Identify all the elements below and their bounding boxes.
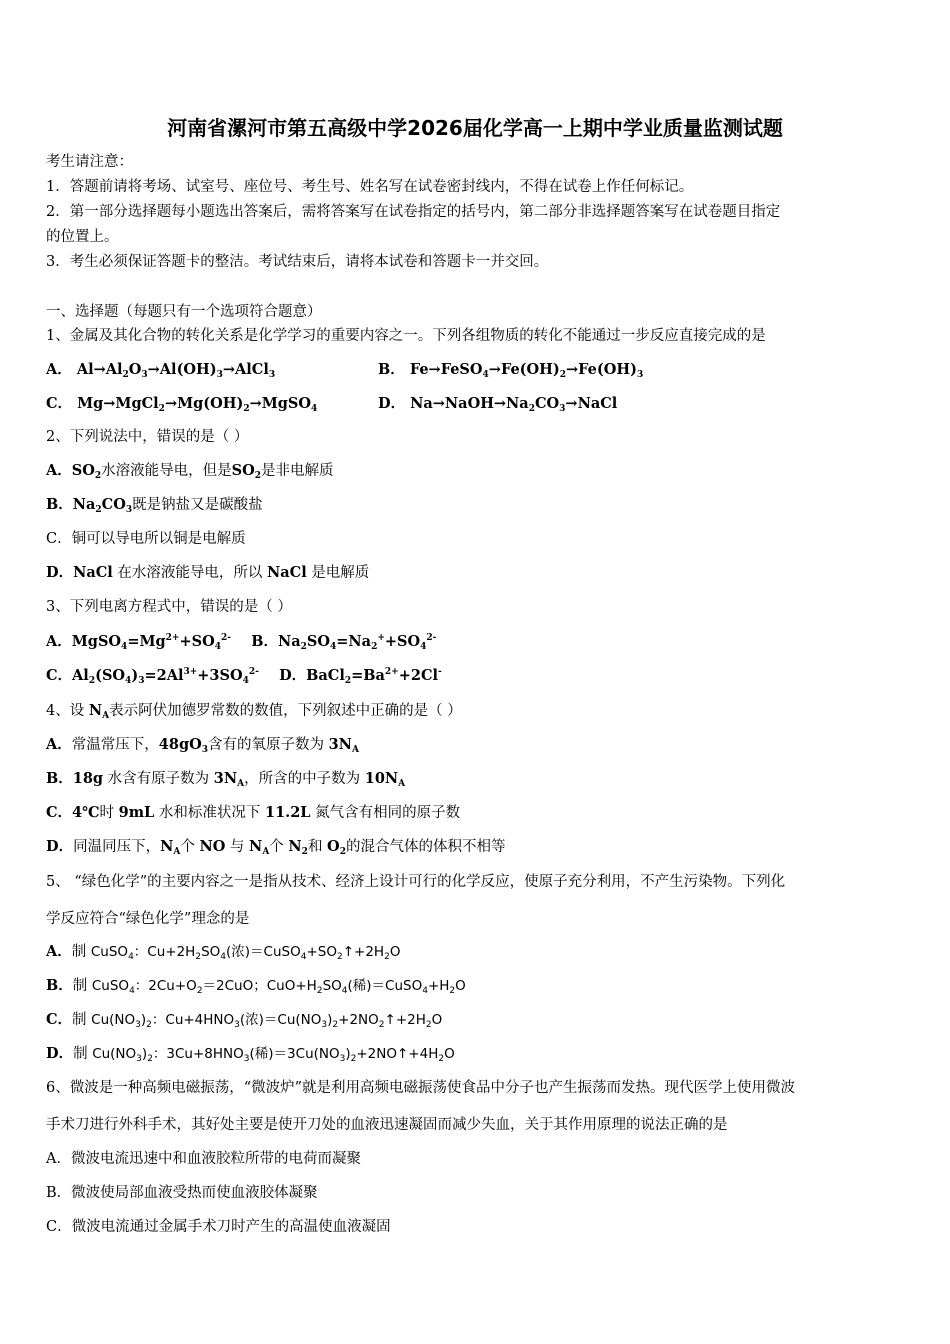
question-4-option-d: D．同温同压下，$N_A$个 NO 与 $N_A$个 $N_2$和 $O_2$的混合气体的体积不相等	[46, 838, 506, 857]
question-5-option-b: B．制 CuSO$_4$：$2Cu+O_2=2CuO$；$CuO+H_2SO_4$(稀)$=CuSO_4+H_2O$	[46, 977, 466, 996]
question-2-stem: 2、下列说法中，错误的是（ ）	[46, 429, 249, 445]
question-5-stem-line-2: 学反应符合“绿色化学”理念的是	[46, 911, 250, 927]
question-5-option-d: D．制 $Cu(NO_3)_2$：$3Cu+8HNO_3$(稀)$=3Cu(NO_3)_2+2NO↑+4H_2O$	[46, 1045, 455, 1064]
question-3-stem: 3、下列电离方程式中，错误的是（ ）	[46, 599, 292, 615]
question-4-option-c: C．4℃时 9mL 水和标准状况下 11.2L 氮气含有相同的原子数	[46, 804, 461, 821]
notice-item-2-cont: 的位置上。	[46, 229, 119, 245]
question-1-stem: 1、金属及其化合物的转化关系是化学学习的重要内容之一。下列各组物质的转化不能通过一步反应直接完成的是	[46, 328, 766, 344]
question-6-option-a: A．微波电流迅速中和血液胶粒所带的电荷而凝聚	[46, 1151, 361, 1167]
question-5-option-c: C．制 $Cu(NO_3)_2$：$Cu+4HNO_3$(浓)$=Cu(NO_3)_2+2NO_2↑+2H_2O$	[46, 1011, 443, 1030]
question-2-option-c: C．铜可以导电所以铜是电解质	[46, 531, 246, 547]
page-title: 河南省漯河市第五高级中学2026届化学高一上期中学业质量监测试题	[167, 116, 783, 140]
question-4-option-b: B．18g 水含有原子数为 $3N_A$，所含的中子数为 $10N_A$	[46, 770, 406, 789]
question-6-option-c: C．微波电流通过金属手术刀时产生的高温使血液凝固	[46, 1219, 391, 1235]
question-4-stem: 4、设 $N_A$表示阿伏加德罗常数的数值，下列叙述中正确的是（ ）	[46, 702, 462, 721]
question-2-option-a: A．$SO_2$水溶液能导电，但是$SO_2$是非电解质	[46, 462, 334, 481]
question-5-stem-line-1: 5、 “绿色化学”的主要内容之一是指从技术、经济上设计可行的化学反应，使原子充分利用，不产生污染物。下列化	[46, 874, 786, 890]
question-4-option-a: A．常温常压下，$48gO_3$含有的氧原子数为 $3N_A$	[46, 736, 359, 755]
question-2-option-d: D．NaCl 在水溶液能导电，所以 NaCl 是电解质	[46, 564, 370, 581]
notice-item-3: 3．考生必须保证答题卡的整洁。考试结束后，请将本试卷和答题卡一并交回。	[46, 254, 549, 270]
question-3-options-cd: C．$Al_2(SO_4)_3=2Al^{3+}+3SO_4^{2-}$ D．$BaCl_2=Ba^{2+}+2Cl^-$	[46, 667, 442, 686]
question-5-option-a: A．制 CuSO$_4$：$Cu+2H_2SO_4$(浓)$=CuSO_4+SO_2↑+2H_2O$	[46, 943, 401, 962]
question-1-option-c: C． $Mg\to MgCl_2\to Mg(OH)_2\to MgSO_4$	[46, 395, 318, 414]
notice-item-1: 1．答题前请将考场、试室号、座位号、考生号、姓名写在试卷密封线内，不得在试卷上作任何标记。	[46, 179, 694, 195]
question-6-stem-line-2: 手术刀进行外科手术，其好处主要是使开刀处的血液迅速凝固而减少失血，关于其作用原理的说法正确的是	[46, 1117, 728, 1133]
notice-item-2: 2．第一部分选择题每小题选出答案后，需将答案写在试卷指定的括号内，第二部分非选择题答案写在试卷题目指定	[46, 204, 781, 220]
question-1-option-b: B． $Fe\to FeSO_4\to Fe(OH)_2\to Fe(OH)_3$	[378, 361, 644, 380]
notice-heading: 考生请注意：	[46, 154, 133, 170]
question-1-option-a: A． $Al\to Al_2O_3\to Al(OH)_3\to AlCl_3$	[46, 361, 276, 380]
section-heading: 一、选择题（每题只有一个选项符合题意）	[46, 304, 322, 320]
question-3-options-ab: A．$MgSO_4=Mg^{2+}+SO_4^{2-}$ B．$Na_2SO_4=Na_2^++SO_4^{2-}$	[46, 633, 437, 652]
question-6-option-b: B．微波使局部血液受热而使血液胶体凝聚	[46, 1185, 318, 1201]
question-1-option-d: D． $Na\to NaOH\to Na_2CO_3\to NaCl$	[378, 395, 618, 414]
question-2-option-b: B．$Na_2CO_3$既是钠盐又是碳酸盐	[46, 496, 263, 515]
question-6-stem-line-1: 6、微波是一种高频电磁振荡，“微波炉”就是利用高频电磁振荡使食品中分子也产生振荡而发热。现代医学上使用微波	[46, 1080, 796, 1096]
